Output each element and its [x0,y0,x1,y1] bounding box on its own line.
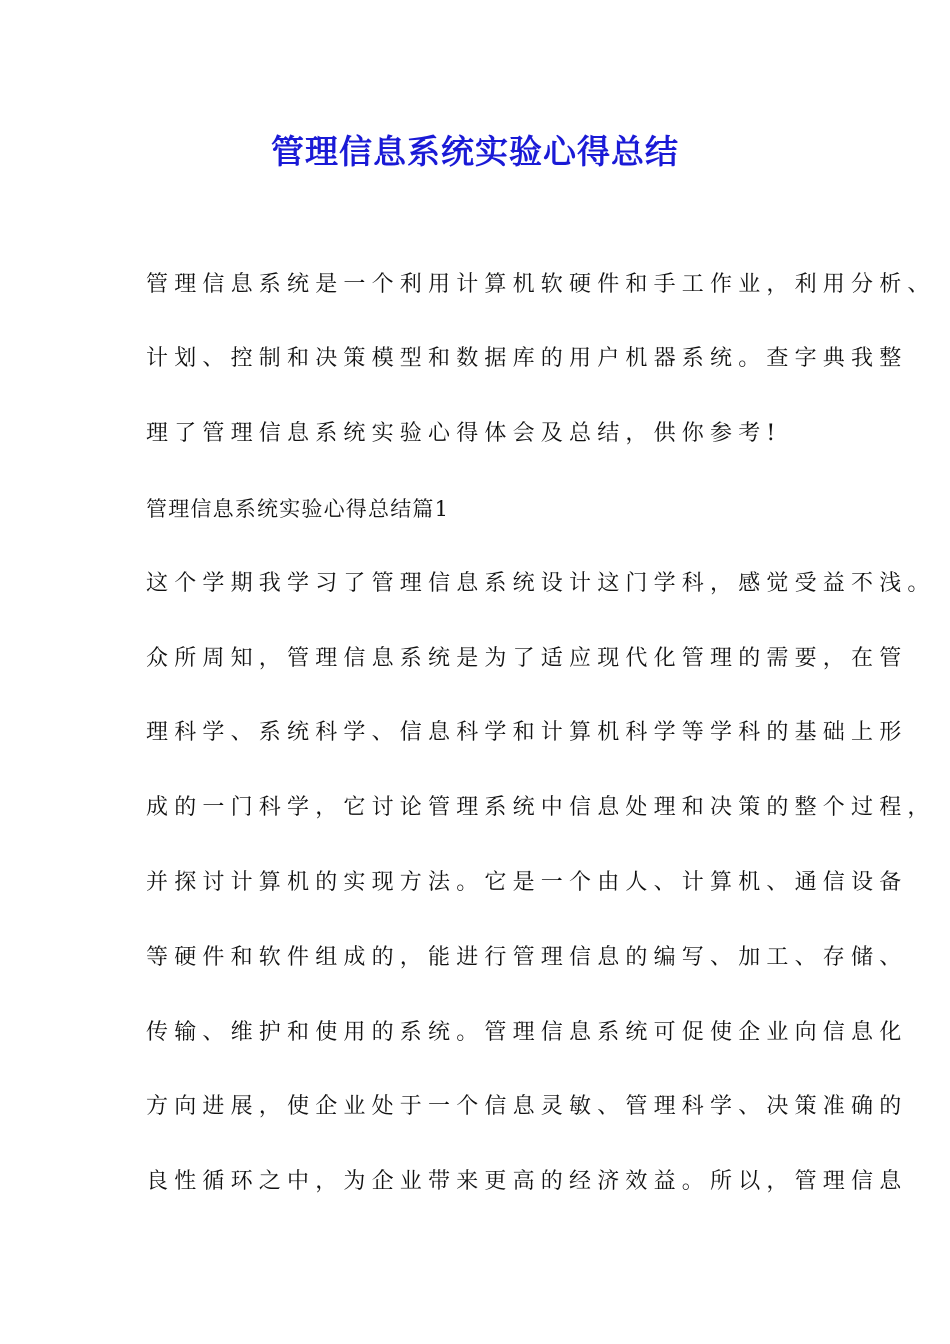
body-line-2: 众所周知，管理信息系统是为了适应现代化管理的需要，在管 [146,646,908,671]
body-line-5: 并探讨计算机的实现方法。它是一个由人、计算机、通信设备 [146,870,908,895]
section-heading: 管理信息系统实验心得总结篇1 [146,497,450,521]
body-line-8: 方向进展，使企业处于一个信息灵敏、管理科学、决策准确的 [146,1094,908,1119]
intro-line-2: 计划、控制和决策模型和数据库的用户机器系统。查字典我整 [146,346,908,371]
body-line-7: 传输、维护和使用的系统。管理信息系统可促使企业向信息化 [146,1020,908,1045]
body-line-9: 良性循环之中，为企业带来更高的经济效益。所以，管理信息 [146,1169,908,1194]
intro-line-3: 理了管理信息系统实验心得体会及总结，供你参考! [146,421,782,446]
body-line-1: 这个学期我学习了管理信息系统设计这门学科，感觉受益不浅。 [146,571,936,596]
document-title: 管理信息系统实验心得总结 [271,132,679,171]
body-line-3: 理科学、系统科学、信息科学和计算机科学等学科的基础上形 [146,720,908,745]
body-line-4: 成的一门科学，它讨论管理系统中信息处理和决策的整个过程， [146,795,936,820]
body-line-6: 等硬件和软件组成的，能进行管理信息的编写、加工、存储、 [146,945,908,970]
intro-line-1: 管理信息系统是一个利用计算机软硬件和手工作业，利用分析、 [146,272,936,297]
